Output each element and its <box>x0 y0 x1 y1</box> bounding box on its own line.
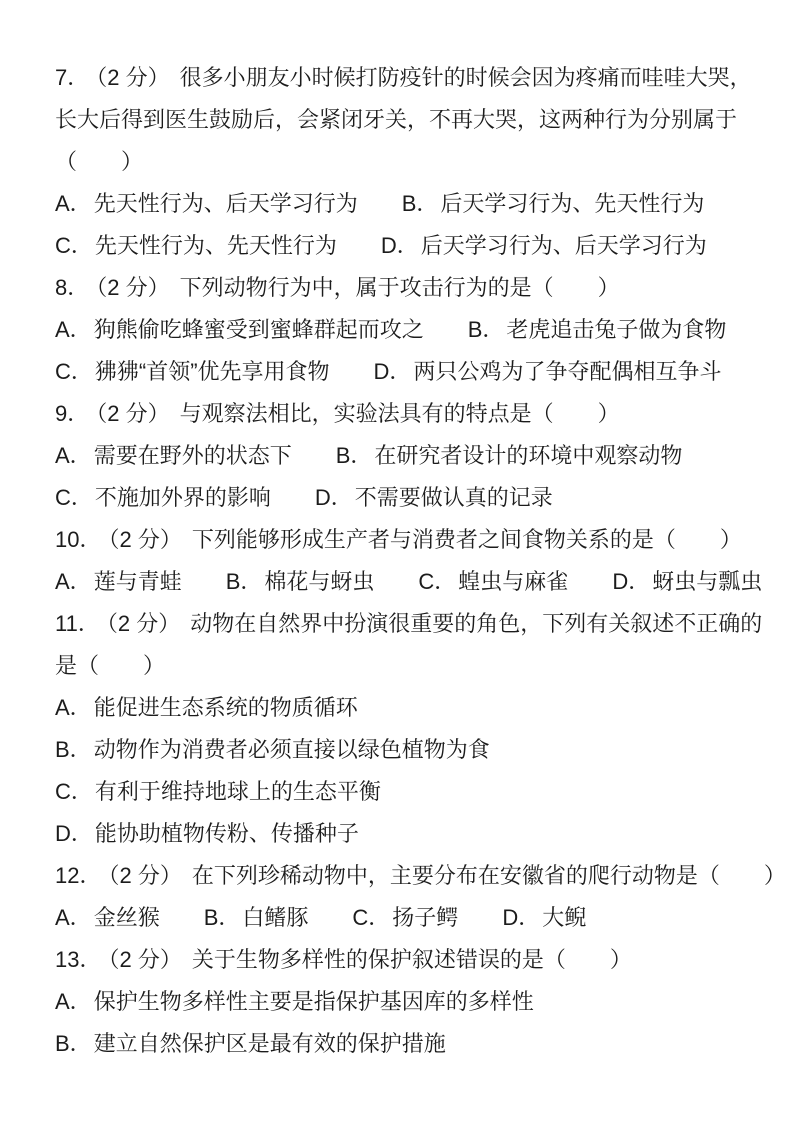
question-10 <box>55 519 763 603</box>
option-d: D．两只公鸡为了争夺配偶相互争斗 <box>373 359 722 384</box>
question-stem: 在下列珍稀动物中，主要分布在安徽省的爬行动物是（ ） <box>191 863 786 888</box>
option-a: A．保护生物多样性主要是指保护基因库的多样性 <box>55 989 534 1014</box>
question-points: （2 分） <box>96 65 170 90</box>
option-row <box>55 771 753 813</box>
option-row <box>55 687 753 729</box>
option-c: C．不施加外界的影响 <box>55 485 271 510</box>
question-stem: 动物在自然界中扮演很重要的角色，下列有关叙述不正确的 <box>190 611 763 636</box>
option-a: A．先天性行为、后天学习行为 <box>55 191 358 216</box>
option-row <box>55 225 753 267</box>
option-d: D．后天学习行为、后天学习行为 <box>380 233 707 258</box>
question-points: （2 分） <box>106 611 181 636</box>
option-row <box>55 183 753 225</box>
answer-blank: （ ） <box>55 149 144 174</box>
question-stem: 下列能够形成生产者与消费者之间食物关系的是（ ） <box>191 527 742 552</box>
option-c: C．有利于维持地球上的生态平衡 <box>55 779 381 804</box>
question-points: （2 分） <box>108 527 182 552</box>
stem-continuation <box>55 645 753 687</box>
question-number: 13． <box>55 947 102 972</box>
option-b: B．白鳍豚 <box>203 905 309 930</box>
option-row <box>55 897 753 939</box>
question-7 <box>55 57 753 267</box>
stem-line <box>55 393 753 435</box>
option-c: C．蝗虫与麻雀 <box>418 569 569 594</box>
question-stem: 很多小朋友小时候打防疫针的时候会因为疼痛而哇哇大哭， <box>179 65 752 90</box>
option-a: A．狗熊偷吃蜂蜜受到蜜蜂群起而攻之 <box>55 317 424 342</box>
question-number: 12． <box>55 863 102 888</box>
question-points: （2 分） <box>96 275 170 300</box>
option-row <box>55 729 753 771</box>
option-b: B．后天学习行为、先天性行为 <box>401 191 705 216</box>
question-points: （2 分） <box>108 947 182 972</box>
option-b: B．在研究者设计的环境中观察动物 <box>335 443 683 468</box>
option-row <box>55 309 753 351</box>
question-12 <box>55 855 786 939</box>
question-11 <box>55 603 763 855</box>
option-d: D．大鲵 <box>502 905 587 930</box>
question-stem: 关于生物多样性的保护叙述错误的是（ ） <box>191 947 632 972</box>
question-points: （2 分） <box>96 401 170 426</box>
question-number: 10． <box>55 527 102 552</box>
option-b: B．建立自然保护区是最有效的保护措施 <box>55 1031 446 1056</box>
option-row <box>55 981 753 1023</box>
option-a: A．金丝猴 <box>55 905 160 930</box>
option-b: B．老虎追击兔子做为食物 <box>467 317 727 342</box>
stem-line <box>55 519 753 561</box>
option-c: C．狒狒“首领”优先享用食物 <box>55 359 330 384</box>
stem-line <box>55 57 753 99</box>
option-c: C．先天性行为、先天性行为 <box>55 233 337 258</box>
option-row <box>55 561 763 603</box>
option-a: A．能促进生态系统的物质循环 <box>55 695 358 720</box>
option-c: C．扬子鳄 <box>352 905 459 930</box>
question-stem: 下列动物行为中，属于攻击行为的是（ ） <box>179 275 620 300</box>
question-number: 11． <box>55 611 100 636</box>
option-b: B．棉花与蚜虫 <box>225 569 375 594</box>
stem-continuation <box>55 99 753 141</box>
option-d: D．能协助植物传粉、传播种子 <box>55 821 359 846</box>
stem-line <box>55 855 786 897</box>
question-number: 7． <box>55 65 90 90</box>
option-a: A．需要在野外的状态下 <box>55 443 292 468</box>
question-points: （2 分） <box>108 863 182 888</box>
question-stem: 长大后得到医生鼓励后，会紧闭牙关，不再大哭，这两种行为分别属于 <box>55 107 738 132</box>
option-d: D．蚜虫与瓢虫 <box>612 569 763 594</box>
option-row <box>55 351 753 393</box>
question-9 <box>55 393 753 519</box>
option-row <box>55 477 753 519</box>
stem-line <box>55 603 763 645</box>
option-b: B．动物作为消费者必须直接以绿色植物为食 <box>55 737 490 762</box>
option-d: D．不需要做认真的记录 <box>314 485 553 510</box>
question-number: 9． <box>55 401 90 426</box>
option-row <box>55 813 753 855</box>
option-row <box>55 1023 753 1065</box>
question-13 <box>55 939 753 1065</box>
question-stem: 与观察法相比，实验法具有的特点是（ ） <box>179 401 620 426</box>
stem-line <box>55 267 753 309</box>
question-stem: 是（ ） <box>55 653 166 678</box>
question-number: 8． <box>55 275 90 300</box>
stem-line <box>55 939 753 981</box>
question-8 <box>55 267 753 393</box>
option-a: A．莲与青蛙 <box>55 569 182 594</box>
option-row <box>55 435 753 477</box>
